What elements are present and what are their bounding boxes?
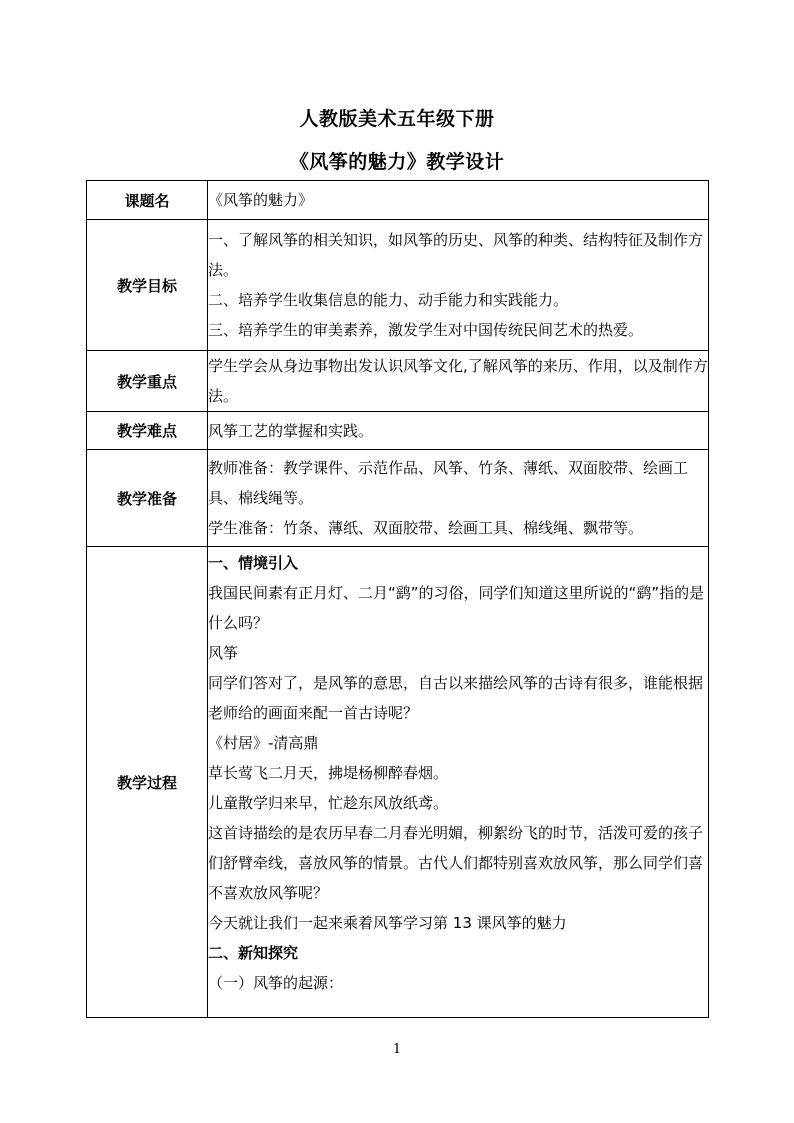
content-paragraph: 教师准备：教学课件、示范作品、风筝、竹条、薄纸、双面胶带、绘画工具、棉线绳等。 bbox=[208, 459, 689, 507]
content-paragraph: 今天就让我们一起来乘着风筝学习第 13 课风筝的魅力 bbox=[208, 914, 567, 932]
document-title: 人教版美术五年级下册 bbox=[299, 108, 495, 130]
content-paragraph: 一、了解风筝的相关知识，如风筝的历史、风筝的种类、结构特征及制作方法。 bbox=[208, 231, 704, 279]
row-content-process bbox=[208, 547, 709, 1018]
row-label-process: 教学过程 bbox=[87, 547, 208, 1018]
row-label-topic: 课题名 bbox=[87, 181, 208, 220]
content-paragraph: 风筝工艺的掌握和实践。 bbox=[208, 421, 374, 440]
content-paragraph: 草长莺飞二月天，拂堤杨柳醉春烟。 bbox=[208, 764, 449, 782]
content-paragraph: 《风筝的魅力》 bbox=[208, 191, 314, 209]
row-label-objectives: 教学目标 bbox=[87, 220, 208, 351]
content-paragraph: 二、培养学生收集信息的能力、动手能力和实践能力。 bbox=[208, 291, 569, 309]
row-content-preparation bbox=[208, 450, 709, 547]
table-row-preparation bbox=[87, 450, 709, 547]
document-subtitle: 《风筝的魅力》教学设计 bbox=[289, 151, 505, 173]
content-paragraph: 风筝 bbox=[208, 644, 239, 662]
content-paragraph: 学生准备：竹条、薄纸、双面胶带、绘画工具、棉线绳、飘带等。 bbox=[208, 519, 644, 537]
content-paragraph: （一）风筝的起源： bbox=[208, 974, 344, 992]
row-content-objectives bbox=[208, 220, 709, 351]
table-row-process bbox=[87, 547, 709, 1018]
content-paragraph: 这首诗描绘的是农历早春二月春光明媚，柳絮纷飞的时节，活泼可爱的孩子们舒臂牵线，喜放风筝的情景。古代人们都特别喜欢放风筝，那么同学们喜不喜欢放风筝呢？ bbox=[208, 824, 704, 902]
row-label-difficulties: 教学难点 bbox=[87, 412, 208, 450]
content-paragraph: 学生学会从身边事物出发认识风筝文化,了解风筝的来历、作用，以及制作方法。 bbox=[208, 357, 708, 405]
content-paragraph: 一、情境引入 bbox=[208, 554, 299, 572]
table-row-topic bbox=[87, 181, 709, 220]
row-content-difficulties bbox=[208, 412, 709, 450]
page-number: 1 bbox=[392, 1042, 402, 1057]
table-row-objectives bbox=[87, 220, 709, 351]
row-label-preparation: 教学准备 bbox=[87, 450, 208, 547]
row-label-key-points: 教学重点 bbox=[87, 351, 208, 412]
content-paragraph: 我国民间素有正月灯、二月“鹞”的习俗，同学们知道这里所说的“鹞”指的是什么吗？ bbox=[208, 584, 705, 632]
content-paragraph: 三、培养学生的审美素养，激发学生对中国传统民间艺术的热爱。 bbox=[208, 321, 644, 339]
content-paragraph: 二、新知探究 bbox=[208, 944, 299, 962]
table-row-key-points bbox=[87, 351, 709, 412]
content-paragraph: 同学们答对了，是风筝的意思，自古以来描绘风筝的古诗有很多，谁能根据老师给的画面来配一首古诗呢？ bbox=[208, 674, 704, 722]
row-content-key-points bbox=[208, 351, 709, 412]
table-row-difficulties bbox=[87, 412, 709, 450]
content-paragraph: 《村居》-清高鼎 bbox=[208, 734, 319, 752]
content-paragraph: 儿童散学归来早，忙趁东风放纸鸢。 bbox=[208, 794, 449, 812]
lesson-plan-table bbox=[86, 180, 709, 1018]
row-content-topic bbox=[208, 181, 709, 220]
